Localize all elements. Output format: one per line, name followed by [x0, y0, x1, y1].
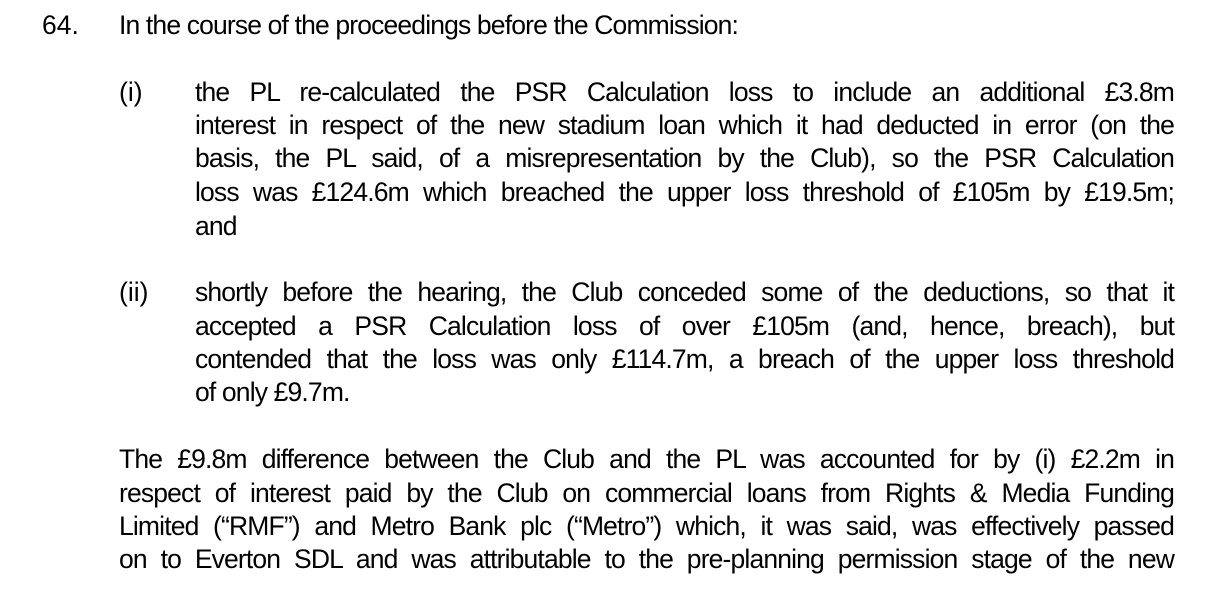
closing-text-line: Limited (“RMF”) and Metro Bank plc (“Metro”) which, it was said, was effectively passed — [119, 511, 1174, 541]
item-label: (ii) — [119, 277, 149, 307]
item-text-line: loss was £124.6m which breached the upper loss threshold of £105m by £19.5m; — [195, 177, 1174, 207]
item-label: (i) — [119, 77, 143, 107]
paragraph-number: 64. — [42, 10, 79, 40]
item-text-line: contended that the loss was only £114.7m, a breach of the upper loss threshold — [195, 344, 1174, 374]
item-text-line: of only £9.7m. — [195, 377, 350, 407]
closing-text-line: on to Everton SDL and was attributable to the pre-planning permission stage of the new — [119, 544, 1174, 574]
closing-text-line: The £9.8m difference between the Club and the PL was accounted for by (i) £2.2m in — [119, 444, 1174, 474]
item-text-line: shortly before the hearing, the Club conceded some of the deductions, so that it — [195, 277, 1174, 307]
item-text-line: and — [195, 211, 237, 241]
closing-text-line: respect of interest paid by the Club on commercial loans from Rights & Media Funding — [119, 478, 1174, 508]
item-text-line: the PL re-calculated the PSR Calculation loss to include an additional £3.8m — [195, 77, 1174, 107]
item-text-line: accepted a PSR Calculation loss of over £105m (and, hence, breach), but — [195, 311, 1174, 341]
paragraph-intro: In the course of the proceedings before the Commission: — [119, 10, 739, 40]
item-text-line: interest in respect of the new stadium loan which it had deducted in error (on the — [195, 110, 1174, 140]
item-text-line: basis, the PL said, of a misrepresentation by the Club), so the PSR Calculation — [195, 143, 1174, 173]
